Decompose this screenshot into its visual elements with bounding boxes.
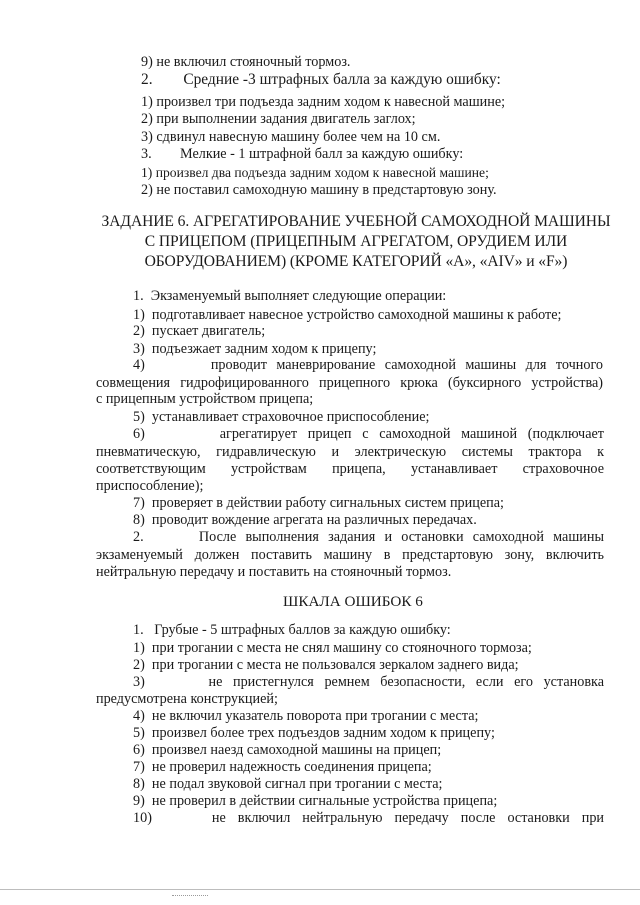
text-line: экзаменуемый должен поставить машину в предстартовую зону, включить bbox=[96, 547, 604, 563]
text-line: 1. Грубые - 5 штрафных баллов за каждую ошибку: bbox=[133, 622, 451, 638]
text-line: 1) подготавливает навесное устройство самоходной машины к работе; bbox=[133, 307, 562, 323]
text-line: 2) не поставил самоходную машину в предстартовую зону. bbox=[141, 182, 497, 198]
text-line: 9) не проверил в действии сигнальные устройства прицепа; bbox=[133, 793, 498, 809]
text-line: 8) проводит вождение агрегата на различных передачах. bbox=[133, 512, 477, 528]
text-line: 6) произвел наезд самоходной машины на прицеп; bbox=[133, 742, 442, 758]
text-line: 7) не проверил надежность соединения прицепа; bbox=[133, 759, 432, 775]
text-line: 2) при выполнении задания двигатель заглох; bbox=[141, 111, 416, 127]
text-line: 2. После выполнения задания и остановки самоходной машины bbox=[133, 529, 604, 545]
text-line: 3. Мелкие - 1 штрафной балл за каждую ошибку: bbox=[141, 146, 464, 162]
text-line: 1) при трогании с места не снял машину со стояночного тормоза; bbox=[133, 640, 532, 656]
text-line: 2) при трогании с места не пользовался зеркалом заднего вида; bbox=[133, 657, 519, 673]
text-line: 2) пускает двигатель; bbox=[133, 323, 266, 339]
scan-artifact bbox=[172, 895, 208, 896]
text-line: соответствующим устройствам прицепа, устанавливает страховочное bbox=[96, 461, 604, 477]
text-line: 5) произвел более трех подъездов задним ходом к прицепу; bbox=[133, 725, 495, 741]
text-line: с прицепным устройством прицепа; bbox=[96, 391, 314, 407]
text-line: 1. Экзаменуемый выполняет следующие операции: bbox=[133, 288, 447, 304]
text-line: 1) произвел два подъезда задним ходом к навесной машине; bbox=[141, 165, 489, 180]
text-line: пневматическую, гидравлическую и электрическую системы трактора к bbox=[96, 444, 604, 460]
text-line: предусмотрена конструкцией; bbox=[96, 691, 278, 707]
text-line: 8) не подал звуковой сигнал при трогании с места; bbox=[133, 776, 443, 792]
scale-heading: ШКАЛА ОШИБОК 6 bbox=[283, 593, 423, 610]
text-line: совмещения гидрофицированного прицепного крюка (буксирного устройства) bbox=[96, 375, 603, 391]
text-line: 9) не включил стояночный тормоз. bbox=[141, 54, 351, 70]
text-line: нейтральную передачу и поставить на стояночный тормоз. bbox=[96, 564, 452, 580]
page-bottom-edge bbox=[0, 889, 640, 890]
text-line: приспособление); bbox=[96, 478, 204, 494]
task-heading-line: ЗАДАНИЕ 6. АГРЕГАТИРОВАНИЕ УЧЕБНОЙ САМОХОДНОЙ МАШИНЫ bbox=[101, 213, 611, 230]
text-line: 3) подъезжает задним ходом к прицепу; bbox=[133, 341, 377, 357]
task-heading-line: С ПРИЦЕПОМ (ПРИЦЕПНЫМ АГРЕГАТОМ, ОРУДИЕМ ИЛИ bbox=[144, 233, 568, 250]
text-line: 6) агрегатирует прицеп с самоходной машиной (подключает bbox=[133, 426, 604, 442]
text-line: 4) не включил указатель поворота при трогании с места; bbox=[133, 708, 479, 724]
text-line: 2. Средние -3 штрафных балла за каждую ошибку: bbox=[141, 71, 501, 88]
text-line: 7) проверяет в действии работу сигнальных систем прицепа; bbox=[133, 495, 504, 511]
text-line: 1) произвел три подъезда задним ходом к навесной машине; bbox=[141, 94, 506, 110]
task-heading-line: ОБОРУДОВАНИЕМ) (КРОМЕ КАТЕГОРИЙ «А», «AIV» и «F») bbox=[144, 253, 568, 270]
text-line: 3) не пристегнулся ремнем безопасности, если его установка bbox=[133, 674, 604, 690]
text-line: 10) не включил нейтральную передачу после остановки при bbox=[133, 810, 604, 826]
text-line: 3) сдвинул навесную машину более чем на 10 см. bbox=[141, 129, 441, 145]
text-line: 5) устанавливает страховочное приспособление; bbox=[133, 409, 430, 425]
text-line: 4) проводит маневрирование самоходной машины для точного bbox=[133, 357, 603, 373]
